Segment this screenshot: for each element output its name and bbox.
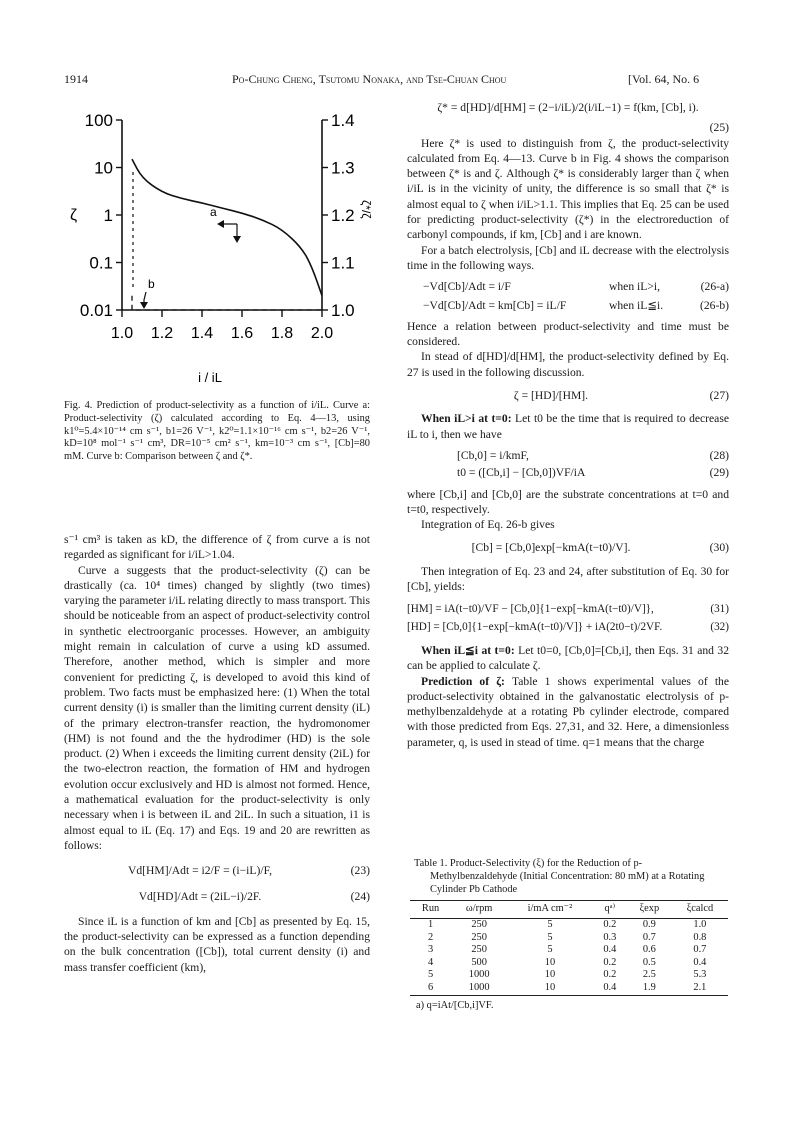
right-p6: where [Cb,i] and [Cb,0] are the substrate concentrations at t=0 and t=t0, respectively. xyxy=(407,487,729,516)
right-p1: Here ζ* is used to distinguish from ζ, the product-selectivity calculated from Eq. 4—13. Curve b in Fig. 4 shows the comparison between ζ* is and ζ. Although ζ* is considerably larger than ζ when i/iL is in the vicinity of unity, the difference is so small that ζ* is almost equal to ζ when i/iL>1.1. This implies that Eq. 25 can be used for predicting product-selectivity (ζ*) in the electroreduction of carbonyl compounds, if km, [Cb] and i are known. xyxy=(407,136,729,242)
equation-24: Vd[HD]/Adt = (2iL−i)/2F. xyxy=(138,889,262,903)
table-cell: 10 xyxy=(544,969,556,981)
table-header-cell: qᵃ⁾ xyxy=(593,901,627,919)
equation-25-number: (25) xyxy=(709,121,729,135)
table-cell: 10 xyxy=(507,982,593,995)
table-cell: 0.8 xyxy=(693,931,707,943)
curve-b-line xyxy=(132,296,322,310)
table-cell: 0.4 xyxy=(593,982,627,995)
equation-26b: −Vd[Cb]/Adt = km[Cb] = iL/F xyxy=(423,298,567,312)
table-header-cell: Run xyxy=(410,901,451,919)
table-cell: 10 xyxy=(544,956,556,968)
arrow-a xyxy=(217,220,241,243)
curve-a-label: a xyxy=(210,205,217,219)
right-p2: For a batch electrolysis, [Cb] and iL decrease with the electrolysis time in the following ways. xyxy=(407,243,729,272)
table-body xyxy=(410,918,728,995)
table-cell: 2 xyxy=(427,931,434,943)
table-cell: 0.3 xyxy=(603,931,617,943)
table-cell: 4 xyxy=(427,956,434,968)
figure-4-chart xyxy=(60,100,380,395)
table-row xyxy=(410,932,728,945)
table-footnote: a) q=iAt/[Cb,i]VF. xyxy=(416,999,494,1011)
left-tick-label: 10 xyxy=(94,158,113,178)
table-cell: 5 xyxy=(427,969,434,981)
equation-31-number: (31) xyxy=(710,603,729,616)
table-cell: 0.7 xyxy=(642,931,656,943)
right-tick-label: 1.2 xyxy=(331,206,355,225)
curve-b-label: b xyxy=(148,277,155,291)
table-1 xyxy=(410,858,728,1011)
right-p10: Table 1 shows experimental values of the product-selectivity obtained in the galvanostatic electrolysis of p-methylbenzaldehyde at a rotating Pb cylinder electrode, compared with those predicted from Eqs. 27,31, and 32. Here, a dimensionless parameter, q, is used in stead of time. q=1 means that the charge xyxy=(407,674,729,749)
table-header-cell: ω/rpm xyxy=(451,901,507,919)
table-row xyxy=(410,969,728,982)
table-caption: Table 1. Product-Selectivity (ξ) for the Reduction of p-Methylbenzaldehyde (Initial Concentration: 80 mM) at a Rotating Cylinder Pb Cathode xyxy=(414,858,705,895)
table-row xyxy=(410,944,728,957)
table-cell: 500 xyxy=(471,956,487,968)
left-p2: Curve a suggests that the product-selectivity (ζ) can be drastically (ca. 10⁴ times) changed by slightly (two times) varying the parameter i/iL relating directly to mass transport. This should be noticeable from an aspect of product-selectivity control in synthetic electroorganic processes. However, an ambiguity might remain in calculation of curve a using kD assumed. Therefore, another method, which is simpler and more convenient for predicting ζ, is developed to avoid this kind of problem. Two facts must be emphasized here: (1) When the total current density (i) is smaller than the limiting current density (iL) of the primary electron-transfer reaction, the hydromonomer (HM) is not found and the the hydrodimer (HD) is the sole product. (2) When i exceeds the limiting current density (2iL) for the two-electron reaction, the formation of HM and hydrogen evolution occur exclusively and HD is almost not formed. Hence, a mathematical evaluation for the product-selectivity is only necessary when i is between iL and 2iL. In such a situation, i1 is almost equal to iL (Eq. 17) and Eqs. 19 and 20 are rewritten as follows: xyxy=(64,563,370,852)
equation-26b-number: (26-b) xyxy=(700,298,729,312)
running-authors: Po-Chung Cheng, Tsutomu Nonaka, and Tse-Chuan Chou xyxy=(232,72,507,86)
table-row xyxy=(410,957,728,970)
right-p8: Then integration of Eq. 23 and 24, after substitution of Eq. 30 for [Cb], yields: xyxy=(407,564,729,594)
equation-26b-condition: when iL≦i. xyxy=(609,298,664,312)
equation-30-number: (30) xyxy=(709,541,729,555)
x-tick-label: 1.4 xyxy=(190,325,214,342)
equation-24-number: (24) xyxy=(350,889,370,903)
table-header-cell: ξexp xyxy=(627,901,672,919)
x-tick-label: 2.0 xyxy=(310,325,334,342)
table-cell: 2.1 xyxy=(672,982,728,995)
equation-27-number: (27) xyxy=(709,389,729,403)
table-row xyxy=(410,982,728,995)
equation-30: [Cb] = [Cb,0]exp[−kmA(t−t0)/V]. xyxy=(471,541,631,555)
table-cell: 250 xyxy=(471,918,487,930)
table-cell: 0.5 xyxy=(642,956,656,968)
right-p9: Let t0=0, [Cb,0]=[Cb,i], then Eqs. 31 and 32 can be applied to calculate ζ. xyxy=(407,643,729,673)
page-number: 1914 xyxy=(64,72,88,86)
arrow-b xyxy=(140,292,148,309)
right-ticks xyxy=(322,111,355,320)
right-p5: Let t0 be the time that is required to decrease iL to i, then we have xyxy=(407,412,729,441)
curve-a-line xyxy=(132,159,322,296)
right-p4: In stead of d[HD]/d[HM], the product-selectivity defined by Eq. 27 is used in the following discussion. xyxy=(407,350,729,379)
equation-31: [HM] = iA(t−t0)/VF − [Cb,0]{1−exp[−kmA(t−t0)/V]}, xyxy=(407,603,654,616)
equation-29-number: (29) xyxy=(709,466,729,480)
right-column xyxy=(407,100,729,750)
table-cell: 250 xyxy=(471,931,487,943)
table-cell: 250 xyxy=(471,944,487,956)
left-p1: s⁻¹ cm³ is taken as kD, the difference of ζ from curve a is not regarded as significant for i/iL>1.04. xyxy=(64,533,370,562)
y-axis-label-left: ζ xyxy=(70,207,78,224)
equation-26a: −Vd[Cb]/Adt = i/F xyxy=(423,280,511,294)
x-tick-label: 1.2 xyxy=(150,325,174,342)
left-tick-label: 0.01 xyxy=(79,301,113,320)
table-cell: 0.9 xyxy=(642,918,656,930)
x-tick-label: 1.6 xyxy=(230,325,254,342)
table-cell: 0.2 xyxy=(603,918,617,930)
table-cell: 1.9 xyxy=(627,982,672,995)
left-tick-label: 0.1 xyxy=(89,253,113,273)
volume-info: [Vol. 64, No. 6 xyxy=(628,72,700,86)
equation-25: ζ* = d[HD]/d[HM] = (2−i/iL)/2(i/iL−1) = f(km, [Cb], i). xyxy=(437,101,699,114)
x-axis-label: i / iL xyxy=(198,370,222,385)
table-cell: 1000 xyxy=(468,969,490,981)
equation-23-number: (23) xyxy=(350,864,370,878)
y-axis-label-right: ζ*/ζ xyxy=(359,200,373,219)
equation-32-number: (32) xyxy=(710,620,729,633)
table-cell: 1000 xyxy=(451,982,507,995)
table-cell: 0.2 xyxy=(603,969,617,981)
table-cell: 1 xyxy=(427,918,434,930)
figure-caption: Fig. 4. Prediction of product-selectivity as a function of i/iL. Curve a: Product-selectivity (ζ) calculated according to Eq. 4—13, using k1⁰=5.4×10⁻¹⁴ cm s⁻¹, b1=26 V⁻¹, k2⁰=1.1×10⁻¹⁶ cm s⁻¹, b2=26 V⁻¹, kD=10⁸ mol⁻¹ s⁻¹ cm³, DR=10⁻⁵ cm² s⁻¹, km=10⁻³ cm s⁻¹, [Cb]=80 mM. Curve b: Comparison between ζ and ζ*. xyxy=(64,400,370,463)
equation-26a-number: (26-a) xyxy=(700,280,729,294)
equation-29: t0 = ([Cb,i] − [Cb,0])VF/iA xyxy=(457,466,586,480)
table-cell: 5.3 xyxy=(693,969,707,981)
equation-27: ζ = [HD]/[HM]. xyxy=(513,389,589,403)
table-cell: 6 xyxy=(410,982,451,995)
left-tick-label: 100 xyxy=(84,111,113,130)
left-ticks xyxy=(80,111,122,320)
right-p3: Hence a relation between product-selectivity and time must be considered. xyxy=(407,319,729,349)
table-cell: 0.4 xyxy=(603,944,617,956)
equation-23: Vd[HM]/Adt = i2/F = (i−iL)/F, xyxy=(128,864,272,878)
table-cell: 3 xyxy=(427,944,434,956)
left-tick-label: 1 xyxy=(103,206,113,225)
table-cell: 5 xyxy=(547,931,553,943)
table-header-row xyxy=(410,901,728,919)
right-p9-heading: When iL≦i at t=0: xyxy=(421,643,515,657)
right-p5-heading: When iL>i at t=0: xyxy=(421,412,512,426)
table-cell: 5 xyxy=(547,944,553,956)
x-tick-label: 1.0 xyxy=(110,325,134,342)
x-ticks xyxy=(111,310,333,342)
equation-32: [HD] = [Cb,0]{1−exp[−kmA(t−t0)/V]} + iA(2t0−t)/2VF. xyxy=(407,620,663,633)
right-tick-label: 1.1 xyxy=(331,253,355,273)
table-cell: 5 xyxy=(547,918,553,930)
x-tick-label: 1.8 xyxy=(270,325,294,342)
table-cell: 2.5 xyxy=(642,969,656,981)
right-p10-heading: Prediction of ζ: xyxy=(421,674,505,688)
left-p3: Since iL is a function of km and [Cb] as presented by Eq. 15, the product-selectivity can be expressed as a function depending on the bulk concentration ([Cb]), total current density (i) and mass transfer coefficient (km), xyxy=(64,914,370,974)
left-column xyxy=(64,532,370,975)
table-cell: 0.2 xyxy=(603,956,617,968)
right-p7: Integration of Eq. 26-b gives xyxy=(421,518,555,532)
right-tick-label: 1.3 xyxy=(331,158,355,178)
table-row xyxy=(410,918,728,931)
table-cell: 0.6 xyxy=(642,944,656,956)
right-tick-label: 1.0 xyxy=(331,301,355,320)
equation-26a-condition: when iL>i, xyxy=(609,280,660,294)
table-1-grid xyxy=(410,900,728,995)
table-cell: 0.7 xyxy=(693,944,707,956)
equation-28-number: (28) xyxy=(709,448,729,462)
table-cell: 1.0 xyxy=(693,918,707,930)
table-header-cell: i/mA cm⁻² xyxy=(507,901,593,919)
table-header-cell: ξcalcd xyxy=(672,901,728,919)
equation-28: [Cb,0] = i/kmF, xyxy=(457,448,529,462)
table-cell: 0.4 xyxy=(693,956,707,968)
right-tick-label: 1.4 xyxy=(331,111,355,130)
